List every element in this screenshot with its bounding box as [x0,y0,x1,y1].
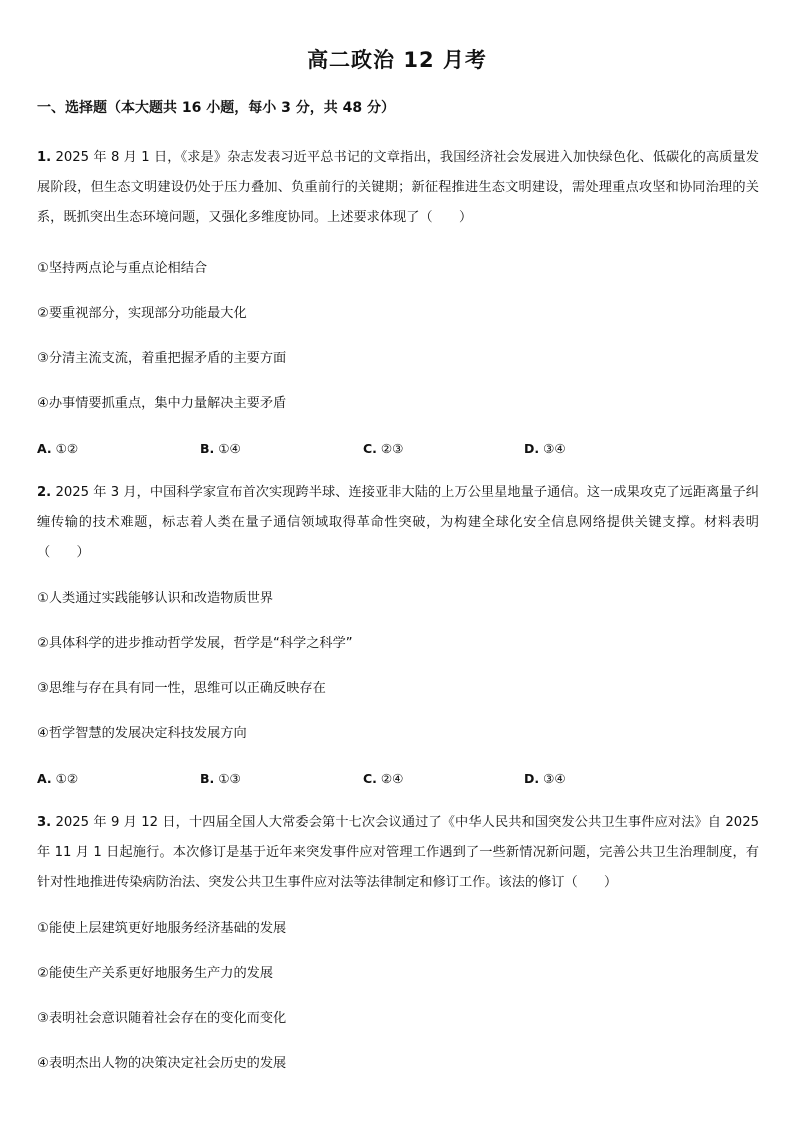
question-2-option-3: ③思维与存在具有同一性，思维可以正确反映存在 [37,681,326,696]
question-3-option-1: ①能使上层建筑更好地服务经济基础的发展 [37,921,287,936]
question-stem: 2025 年 9 月 12 日，十四届全国人大常委会第十七次会议通过了《中华人民共和国突发公共卫生事件应对法》自 2025 年 11 月 1 日起施行。本次修订是基于近年来突发事件应对管理工作遇到了一些新情况新问题，完善公共卫生治理制度，有针对性地推进传染病防治法、突发公共卫生事件应对法等法律制定和修订工作。该法的修订（ ） [37,815,759,890]
choice-b[interactable]: B. ①④ [200,441,241,456]
choice-d[interactable]: D. ③④ [524,441,566,456]
question-1 [37,143,759,233]
question-1-choices [37,439,759,459]
question-2-option-2: ②具体科学的进步推动哲学发展，哲学是“科学之科学” [37,636,353,651]
question-2-option-4: ④哲学智慧的发展决定科技发展方向 [37,726,247,741]
question-3 [37,808,759,898]
question-number: 1. [37,150,52,165]
page-title: 高二政治 12 月考 [307,48,487,72]
question-3-option-4: ④表明杰出人物的决策决定社会历史的发展 [37,1056,287,1071]
choice-d[interactable]: D. ③④ [524,771,566,786]
question-1-option-2: ②要重视部分，实现部分功能最大化 [37,306,247,321]
question-2 [37,478,759,568]
question-number: 2. [37,485,52,500]
choice-a[interactable]: A. ①② [37,771,79,786]
question-3-option-3: ③表明社会意识随着社会存在的变化而变化 [37,1011,287,1026]
choice-a[interactable]: A. ①② [37,441,79,456]
question-1-option-3: ③分清主流支流，着重把握矛盾的主要方面 [37,351,287,366]
choice-c[interactable]: C. ②③ [363,441,404,456]
question-number: 3. [37,815,52,830]
question-stem: 2025 年 3 月，中国科学家宣布首次实现跨半球、连接亚非大陆的上万公里星地量子通信。这一成果攻克了远距离量子纠缠传输的技术难题，标志着人类在量子通信领域取得革命性突破，为构建全球化安全信息网络提供关键支撑。材料表明（ ） [37,485,759,560]
question-1-option-1: ①坚持两点论与重点论相结合 [37,261,208,276]
section-heading: 一、选择题（本大题共 16 小题，每小 3 分，共 48 分） [37,100,395,116]
question-3-option-2: ②能使生产关系更好地服务生产力的发展 [37,966,274,981]
question-1-option-4: ④办事情要抓重点，集中力量解决主要矛盾 [37,396,287,411]
question-2-option-1: ①人类通过实践能够认识和改造物质世界 [37,591,274,606]
question-stem: 2025 年 8 月 1 日，《求是》杂志发表习近平总书记的文章指出，我国经济社会发展进入加快绿色化、低碳化的高质量发展阶段，但生态文明建设仍处于压力叠加、负重前行的关键期；新征程推进生态文明建设，需处理重点攻坚和协同治理的关系，既抓突出生态环境问题，又强化多维度协同。上述要求体现了（ ） [37,150,759,225]
choice-c[interactable]: C. ②④ [363,771,404,786]
question-2-choices [37,769,759,789]
choice-b[interactable]: B. ①③ [200,771,241,786]
